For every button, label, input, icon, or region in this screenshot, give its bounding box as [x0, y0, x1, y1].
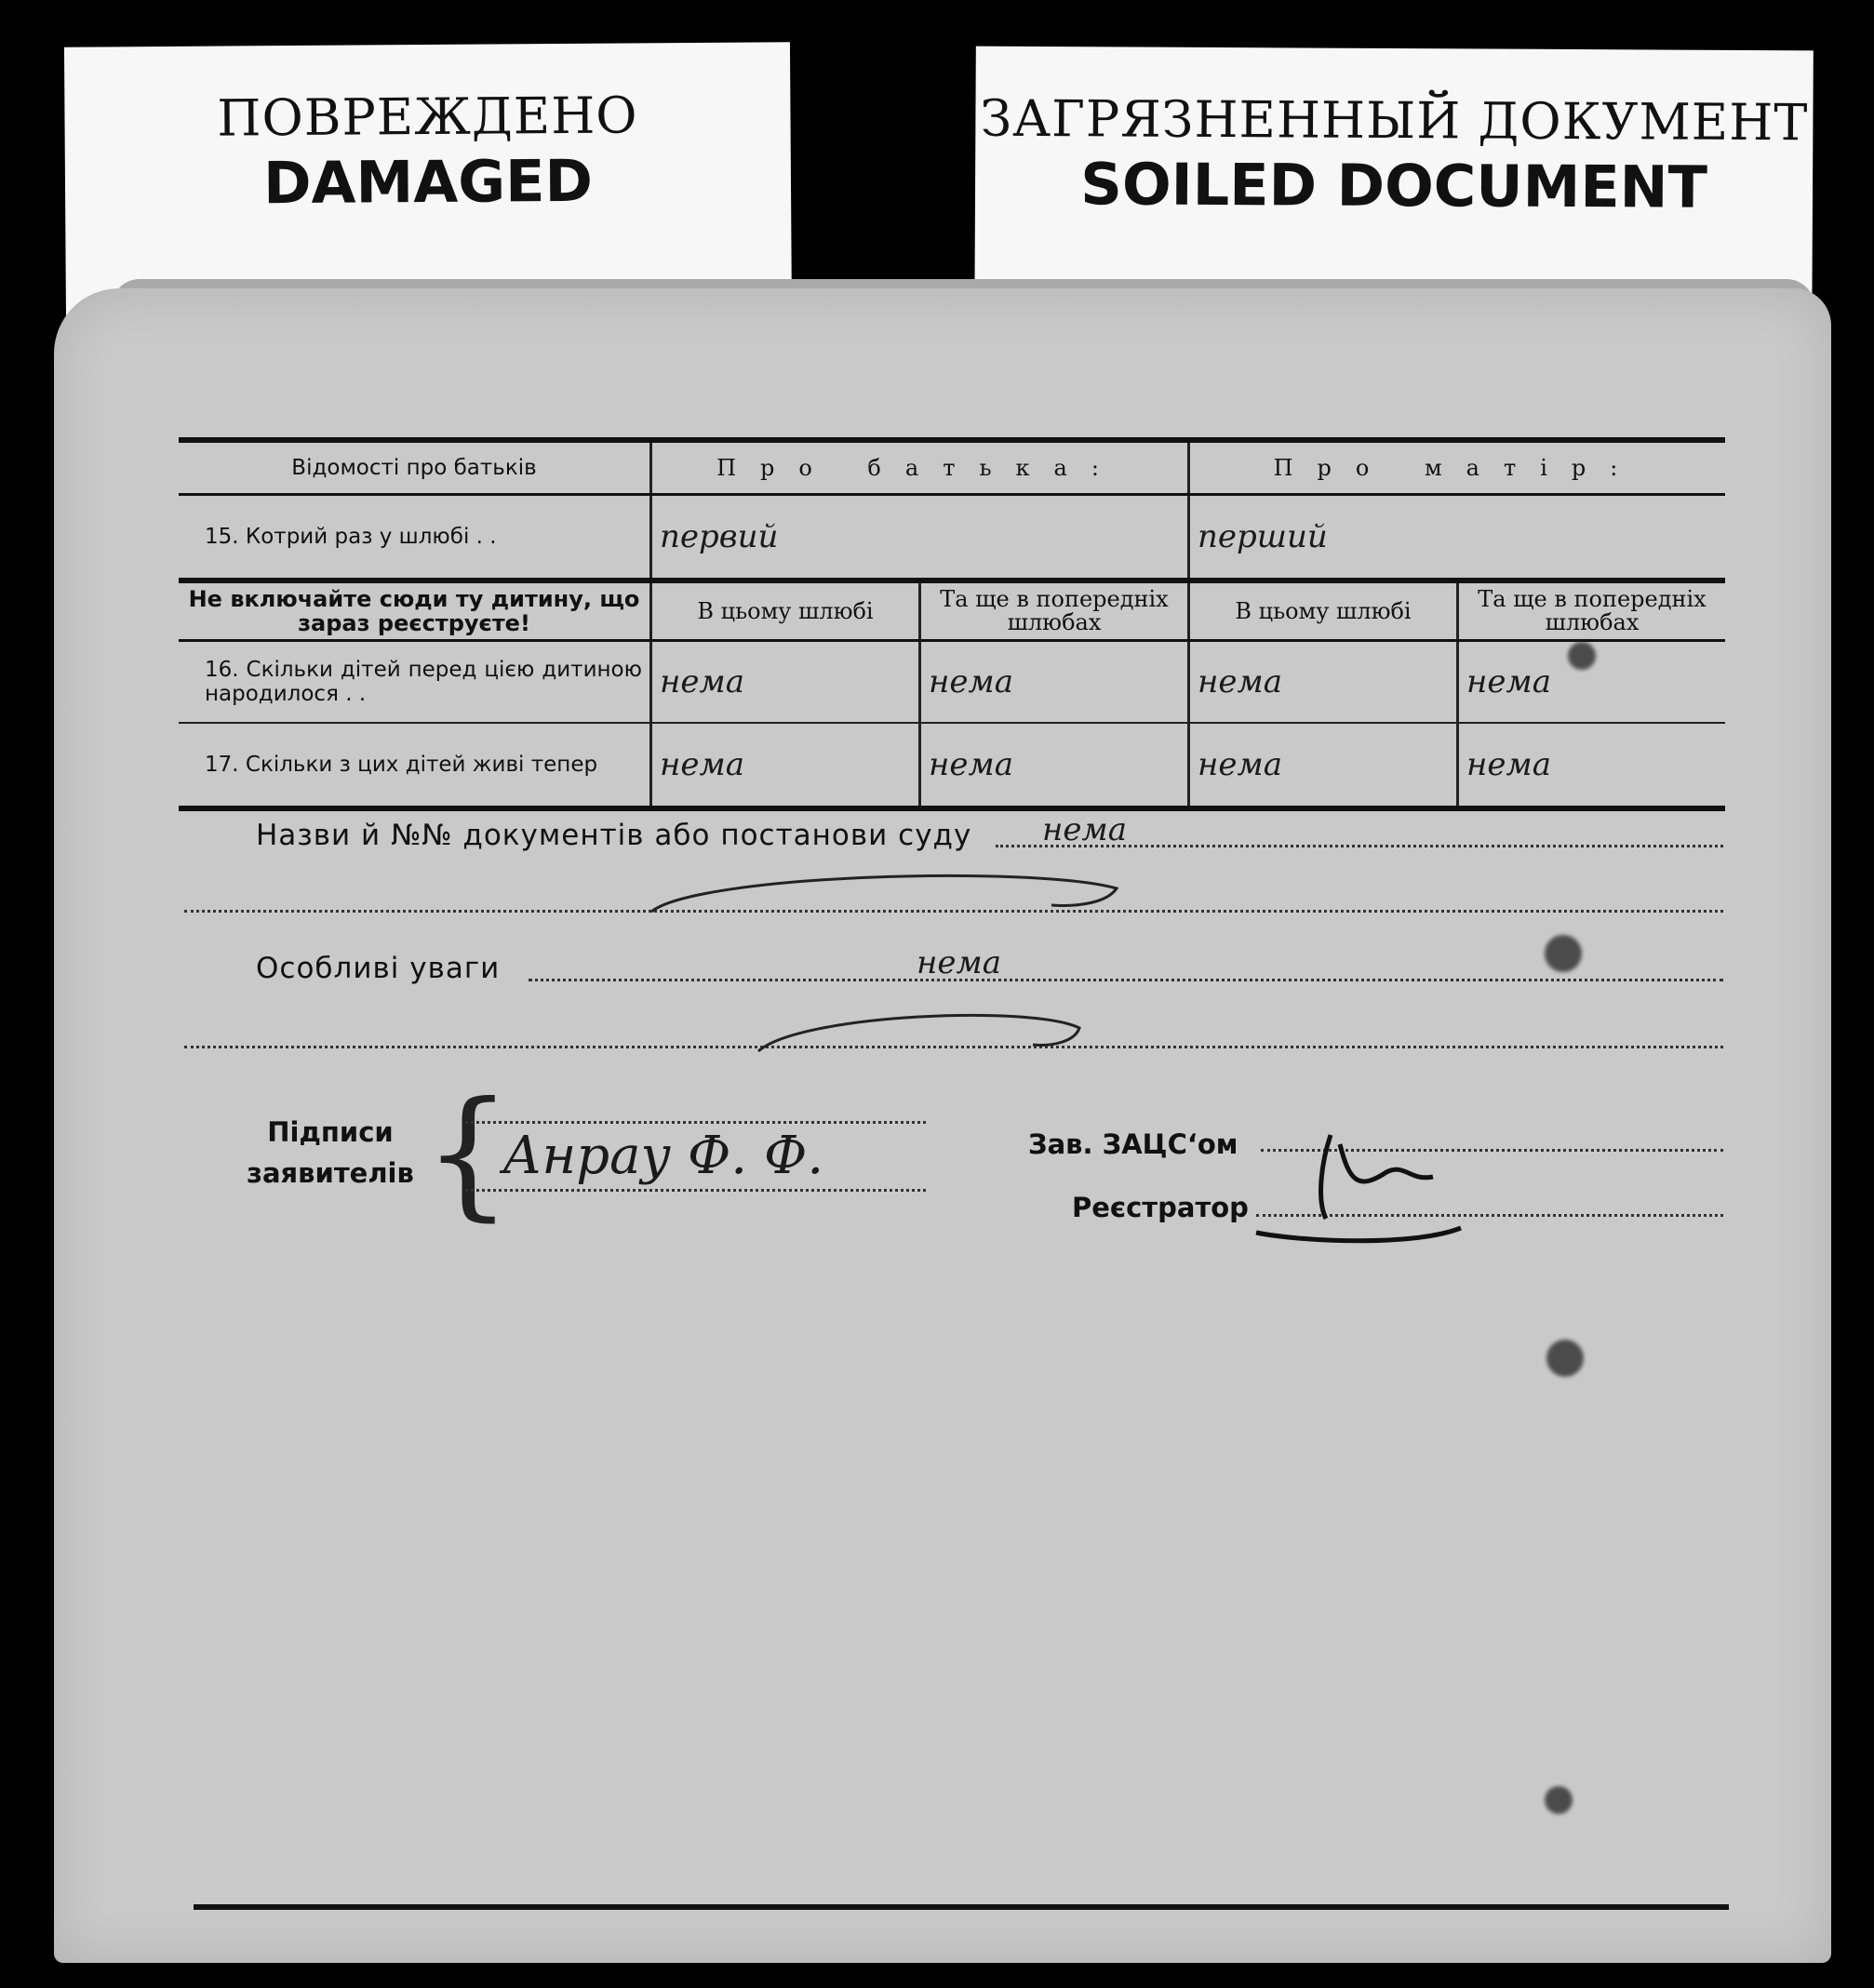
row16-question: 16. Скільки дітей перед цією дитиною народилося . . [179, 641, 651, 724]
applicant-signature: Анрау Ф. Ф. [502, 1126, 824, 1186]
row16-value: нема [920, 641, 1189, 724]
bottom-rule [194, 1904, 1729, 1910]
header-parents-info: Відомості про батьків [179, 440, 651, 495]
subheader-mother-previous: Та ще в попередніх шлюбах [1458, 580, 1726, 641]
table-row [179, 641, 1725, 724]
flourish-2 [754, 1009, 1089, 1056]
row15-mother-value: перший [1189, 495, 1726, 581]
applicant-line-2 [465, 1189, 926, 1192]
subheader-note: Не включайте сюди ту дитину, що зараз реєструєте! [179, 580, 651, 641]
damaged-tag-ru: ПОВРЕЖДЕНО [217, 86, 638, 148]
documents-label: Назви й №№ документів або постанови суду [256, 819, 972, 852]
header-father: Про батька: [651, 440, 1189, 495]
row17-value: нема [920, 723, 1189, 808]
table-subheader-row [179, 580, 1725, 641]
header-mother: Про матір: [1189, 440, 1726, 495]
row16-value: нема [651, 641, 920, 724]
table-row [179, 495, 1725, 581]
registrar-label: Реєстратор [1072, 1192, 1249, 1223]
notes-dotted-line [529, 979, 1723, 981]
stain [1546, 1340, 1584, 1377]
subheader-mother-this: В цьому шлюбі [1189, 580, 1458, 641]
applicants-signature-label: Підписи заявителів [247, 1116, 414, 1189]
head-label: Зав. ЗАЦС‘ом [1028, 1128, 1238, 1160]
subheader-father-this: В цьому шлюбі [651, 580, 920, 641]
registrar-signature-mark [1247, 1126, 1470, 1247]
soiled-tag-ru: ЗАГРЯЗНЕННЫЙ ДОКУМЕНТ [980, 88, 1809, 153]
documents-value: нема [1042, 811, 1127, 848]
damaged-tag-en: DAMAGED [262, 146, 594, 218]
applicant-line-1 [465, 1121, 926, 1124]
notes-label: Особливі уваги [256, 952, 501, 985]
subheader-father-previous: Та ще в попередніх шлюбах [920, 580, 1189, 641]
row17-value: нема [651, 723, 920, 808]
row16-value: нема [1458, 641, 1726, 724]
row17-value: нема [1189, 723, 1458, 808]
row17-question: 17. Скільки з цих дітей живі тепер [179, 723, 651, 808]
table-header-row [179, 440, 1725, 495]
stain [1545, 935, 1582, 972]
parents-table [179, 437, 1725, 811]
row15-father-value: первий [651, 495, 1189, 581]
soiled-tag-en: SOILED DOCUMENT [1080, 150, 1708, 221]
row15-question: 15. Котрий раз у шлюбі . . [179, 495, 651, 581]
notes-value: нема [917, 944, 1001, 981]
flourish-1 [642, 870, 1126, 916]
stain [1568, 642, 1596, 670]
row16-value: нема [1189, 641, 1458, 724]
row17-value: нема [1458, 723, 1726, 808]
table-row [179, 723, 1725, 808]
stain [1545, 1786, 1573, 1814]
brace: { [423, 1073, 513, 1234]
